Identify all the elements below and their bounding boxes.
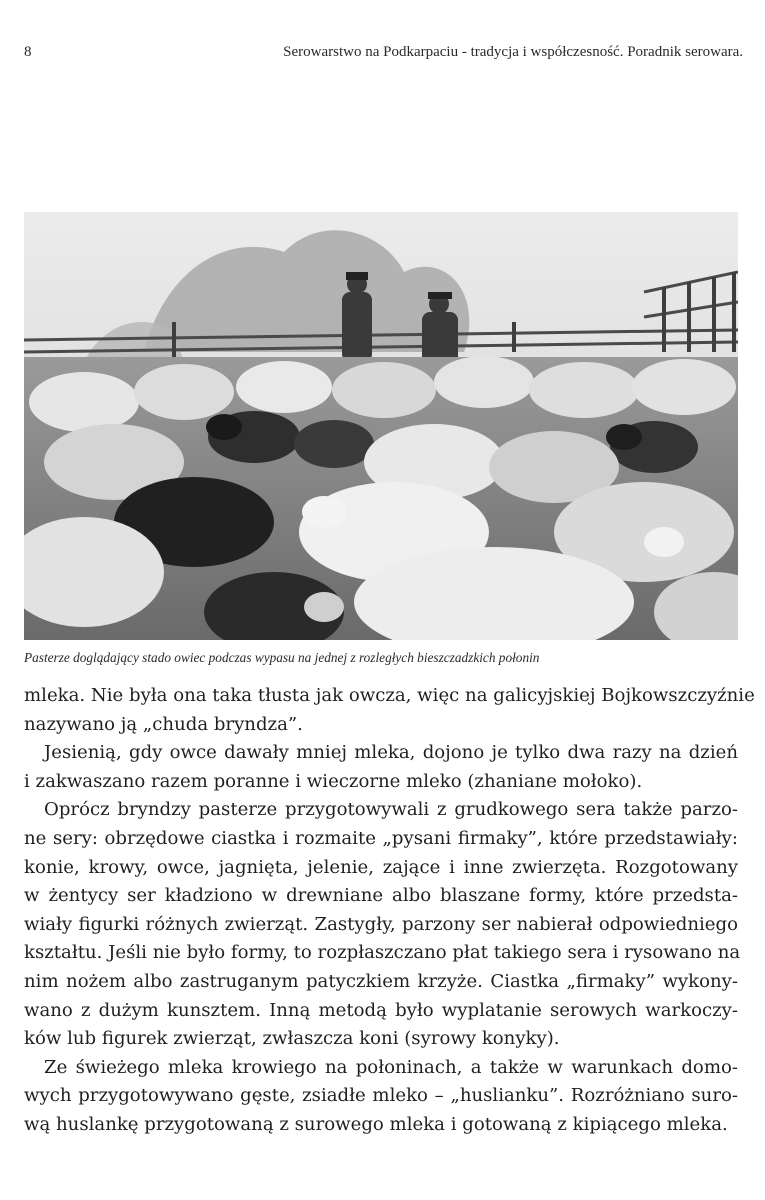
text-line: mleka. Nie była ona taka tłusta jak owcza, więc na galicyjskiej Bojkowszczyźnie — [24, 685, 755, 706]
text-line: wą huslankę przygotowaną z surowego mleka i gotowaną z kipiącego mleka. — [24, 1113, 728, 1135]
photo-illustration — [24, 212, 738, 640]
text-line: w żentycy ser kładziono w drewniane albo blaszane formy, które przedsta- — [24, 885, 738, 907]
text-line: wano z dużym kunsztem. Inną metodą było wyplatanie serowych warkoczy- — [24, 999, 738, 1021]
text-line: Jesienią, gdy owce dawały mniej mleka, dojono je tylko dwa razy na dzień — [44, 742, 738, 764]
text-line: nazywano ją „chuda bryndza”. — [24, 713, 303, 735]
body-text — [24, 682, 755, 1140]
running-head — [24, 44, 743, 68]
text-line: kształtu. Jeśli nie było formy, to rozpłaszczano płat takiego sera i rysowano na — [24, 942, 741, 964]
text-line: wiały figurki różnych zwierząt. Zastygły, parzony ser nabierał odpowiedniego — [24, 913, 738, 935]
text-line: konie, krowy, owce, jagnięta, jelenie, zające i inne zwierzęta. Rozgotowany — [24, 856, 738, 878]
running-title: Serowarstwo na Podkarpaciu - tradycja i współczesność. Poradnik serowara. — [283, 44, 743, 60]
text-line: ne sery: obrzędowe ciastka i rozmaite „pysani firmaky”, które przedstawiały: — [24, 827, 738, 849]
text-line: wych przygotowywano gęste, zsiadłe mleko – „huslianku”. Rozróżniano suro- — [24, 1085, 738, 1107]
text-line: nim nożem albo zastruganym patyczkiem krzyże. Ciastka „firmaky” wykony- — [24, 970, 738, 992]
text-line: Ze świeżego mleka krowiego na połoninach, a także w warunkach domo- — [44, 1056, 738, 1078]
text-line: Oprócz bryndzy pasterze przygotowywali z grudkowego sera także parzo- — [44, 799, 738, 821]
sheep-flock-photo — [24, 212, 738, 640]
text-line: ków lub figurek zwierząt, zwłaszcza koni (syrowy konyky). — [24, 1028, 560, 1050]
photo-caption: Pasterze doglądający stado owiec podczas wypasu na jednej z rozległych bieszczadzkich połonin — [24, 650, 540, 665]
text-line: i zakwaszano razem poranne i wieczorne mleko (zhaniane mołoko). — [24, 770, 643, 792]
page-number: 8 — [24, 44, 32, 60]
